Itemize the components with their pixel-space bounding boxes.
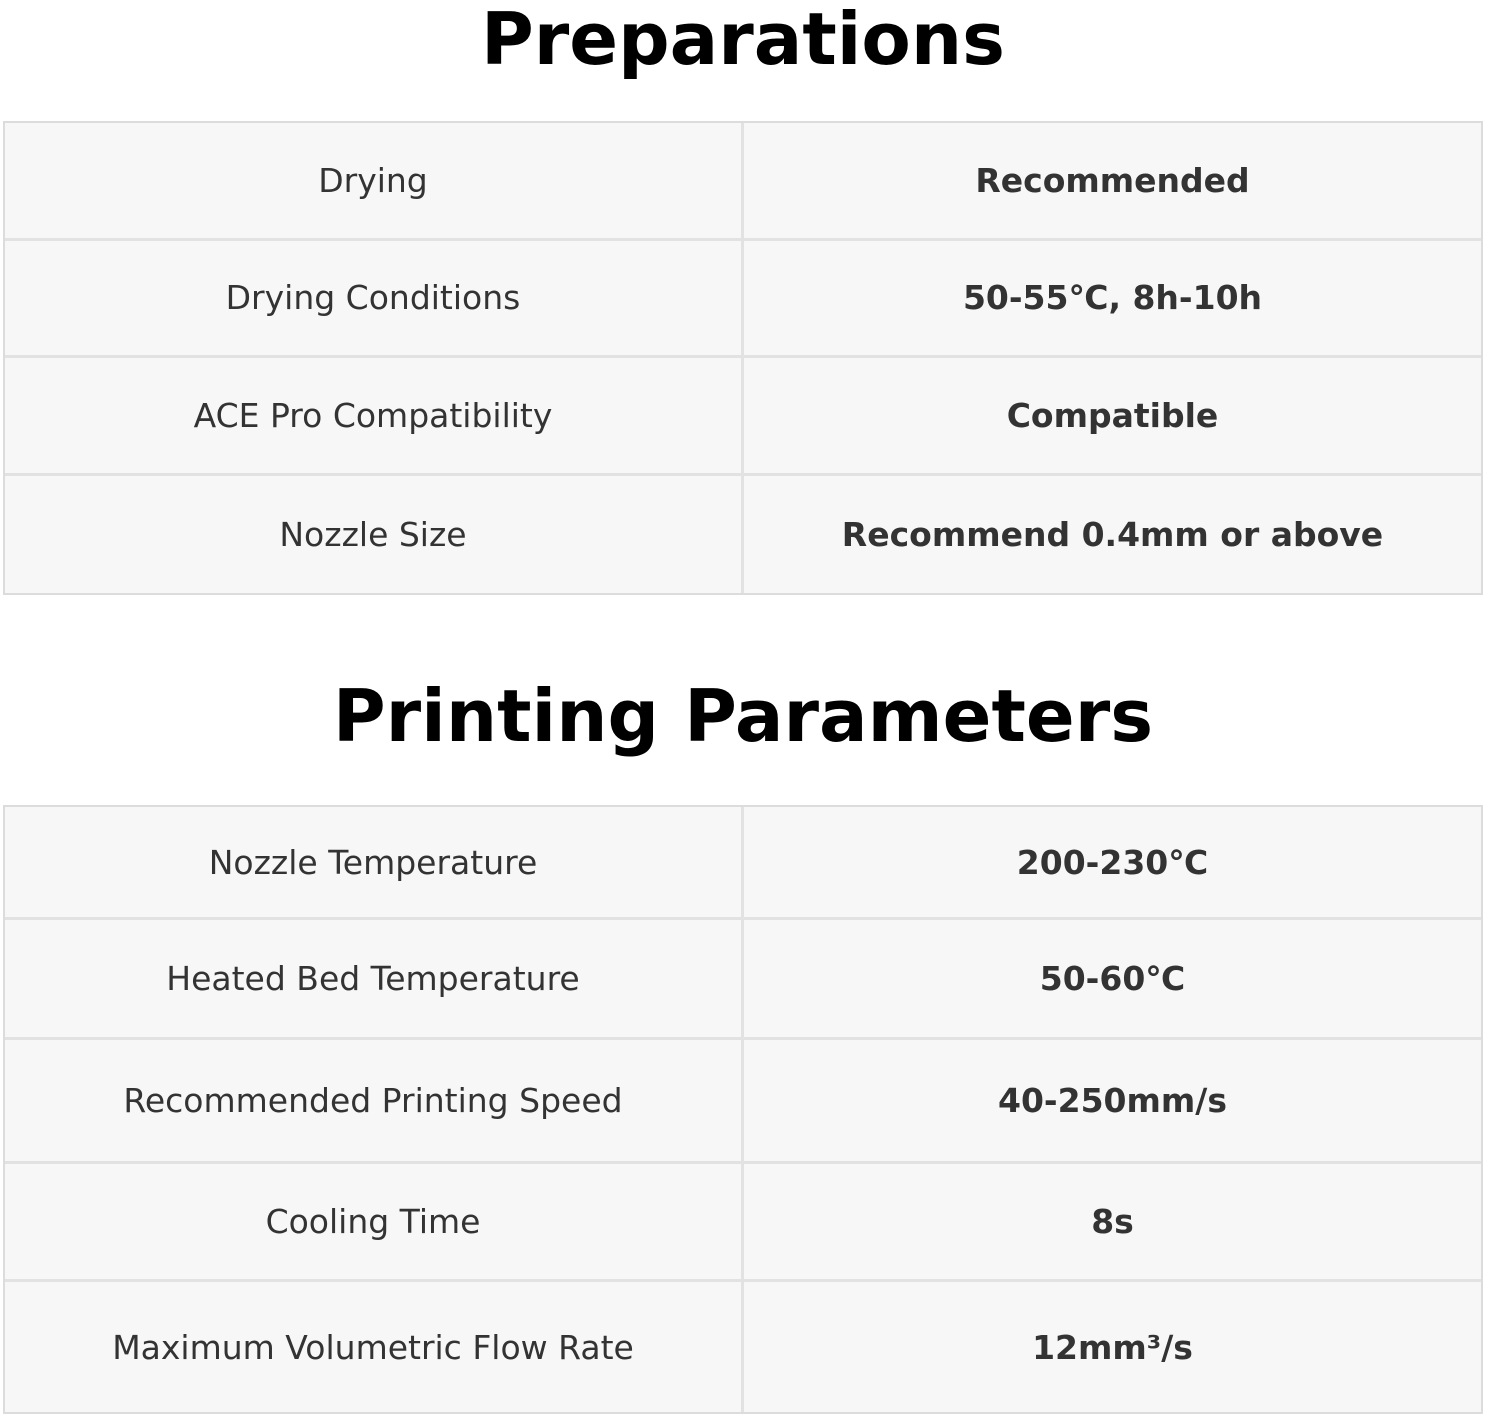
table-row	[5, 476, 1481, 594]
nozzle-temperature-label: Nozzle Temperature	[5, 807, 744, 917]
table-row	[5, 1040, 1481, 1164]
drying-conditions-value: 50-55℃, 8h-10h	[962, 278, 1263, 318]
drying-label: Drying	[5, 123, 744, 238]
max-flow-rate-value: 12mm³/s	[1032, 1327, 1193, 1367]
printing-speed-label: Recommended Printing Speed	[5, 1040, 744, 1161]
drying-conditions-label: Drying Conditions	[5, 241, 744, 356]
ace-pro-compatibility-value: Compatible	[1006, 395, 1219, 435]
printing-parameters-title: Printing Parameters	[332, 674, 1154, 758]
printing-parameters-table	[3, 805, 1483, 1414]
table-row	[5, 807, 1481, 920]
table-row	[5, 1282, 1481, 1412]
table-row	[5, 358, 1481, 476]
cooling-time-value: 8s	[1091, 1202, 1134, 1241]
printing-speed-value: 40-250mm/s	[998, 1081, 1227, 1120]
max-flow-rate-label: Maximum Volumetric Flow Rate	[5, 1282, 744, 1412]
table-row	[5, 920, 1481, 1040]
table-row	[5, 1164, 1481, 1282]
preparations-title: Preparations	[480, 0, 1005, 81]
heated-bed-temperature-value: 50-60℃	[1039, 959, 1186, 998]
nozzle-size-value: Recommend 0.4mm or above	[841, 514, 1384, 554]
cooling-time-label: Cooling Time	[5, 1164, 744, 1279]
nozzle-size-label: Nozzle Size	[5, 476, 744, 594]
preparations-table	[3, 121, 1483, 595]
table-row	[5, 123, 1481, 241]
heated-bed-temperature-label: Heated Bed Temperature	[5, 920, 744, 1037]
nozzle-temperature-value: 200-230℃	[1016, 842, 1209, 882]
drying-value: Recommended	[975, 160, 1250, 200]
table-row	[5, 241, 1481, 359]
ace-pro-compatibility-label: ACE Pro Compatibility	[5, 358, 744, 473]
